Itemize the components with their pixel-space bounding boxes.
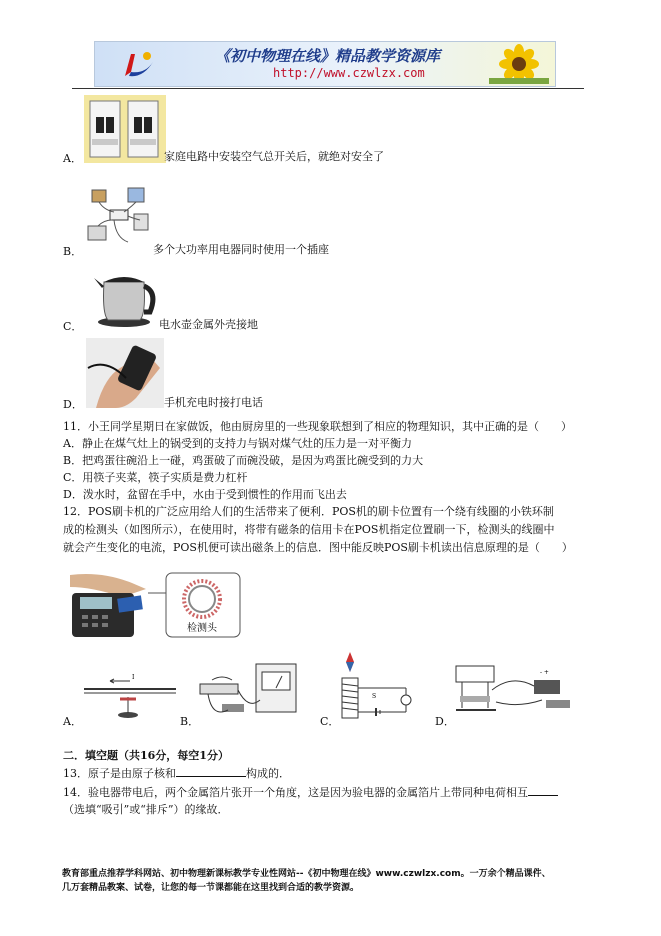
section-2-title: 二．填空题（共16分，每空1分） bbox=[63, 749, 229, 762]
option-d-letter: D． bbox=[63, 398, 83, 411]
q11-stem: 11．小王同学星期日在家做饭，他由厨房里的一些现象联想到了相应的物理知识，其中正确的是（ ） bbox=[63, 420, 572, 433]
q14-text-b: （选填“吸引”或“排斥”）的缘故． bbox=[63, 803, 229, 816]
footer-line-2: 几万套精品教案、试卷，让您的每一节课都能在这里找到合适的教学资源。 bbox=[62, 883, 360, 893]
electric-kettle-image bbox=[88, 262, 160, 330]
circuit-breaker-image bbox=[84, 95, 166, 163]
option-a-text: 家庭电路中安装空气总开关后，就绝对安全了 bbox=[164, 150, 384, 163]
header-banner bbox=[94, 41, 556, 87]
footer-line-1: 教育部重点推荐学科网站、初中物理新课标教学专业性网站--《初中物理在线》www.czwlzx.com。一万余个精品课件、 bbox=[62, 869, 551, 879]
sunflower-icon bbox=[489, 44, 549, 84]
q13 bbox=[63, 766, 290, 781]
q13-text-a: 13．原子是由原子核和 bbox=[63, 767, 176, 780]
q14-blank[interactable] bbox=[528, 785, 558, 796]
choice-b-figure bbox=[198, 660, 308, 724]
q11-option-b: B．把鸡蛋往碗沿上一碰，鸡蛋破了而碗没破，是因为鸡蛋比碗受到的力大 bbox=[63, 454, 424, 467]
q12-line-2: 成的检测头（如图所示），在使用时，将带有磁条的信用卡在POS机指定位置刷一下，检测头的线圈中 bbox=[63, 523, 555, 536]
q11-option-a: A．静止在煤气灶上的锅受到的支持力与锅对煤气灶的压力是一对平衡力 bbox=[63, 437, 412, 450]
choice-a-letter[interactable]: A． bbox=[63, 715, 82, 728]
q12-line-3: 就会产生变化的电流，POS机便可读出磁条上的信息．图中能反映POS刷卡机读出信息原理的是（ ） bbox=[63, 541, 573, 554]
header-url[interactable]: http://www.czwlzx.com bbox=[273, 66, 425, 80]
detector-label: 检测头 bbox=[187, 623, 217, 634]
phone-charging-image bbox=[86, 338, 164, 408]
header-title: 《初中物理在线》精品教学资源库 bbox=[215, 47, 441, 65]
svg-text:S: S bbox=[372, 693, 377, 700]
q14-line-1 bbox=[63, 785, 558, 800]
choice-b-letter[interactable]: B． bbox=[180, 715, 200, 728]
choice-c-figure bbox=[336, 648, 426, 724]
choice-d-figure bbox=[452, 660, 582, 722]
option-d-text: 手机充电时接打电话 bbox=[164, 396, 263, 409]
q11-option-d: D．泼水时，盆留在手中，水由于受到惯性的作用而飞出去 bbox=[63, 488, 347, 501]
option-a-letter: A． bbox=[63, 152, 82, 165]
q12-line-1: 12．POS刷卡机的广泛应用给人们的生活带来了便利．POS机的刷卡位置有一个绕有线圈的小铁环制 bbox=[63, 505, 554, 518]
q13-text-b: 构成的． bbox=[246, 767, 290, 780]
q11-option-c: C．用筷子夹菜，筷子实质是费力杠杆 bbox=[63, 471, 248, 484]
option-c-letter: C． bbox=[63, 320, 83, 333]
overloaded-socket-image bbox=[84, 180, 156, 252]
choice-c-letter[interactable]: C． bbox=[320, 715, 340, 728]
q13-blank[interactable] bbox=[176, 766, 246, 777]
header-rule bbox=[72, 88, 584, 89]
option-b-letter: B． bbox=[63, 245, 83, 258]
option-c-text: 电水壶金属外壳接地 bbox=[159, 318, 258, 331]
svg-text:- +: - + bbox=[540, 669, 549, 676]
choice-a-figure bbox=[80, 667, 180, 725]
svg-text:I: I bbox=[132, 674, 135, 681]
logo-icon bbox=[117, 48, 157, 80]
option-b-text: 多个大功率用电器同时使用一个插座 bbox=[153, 243, 329, 256]
q14-text-a: 14．验电器带电后，两个金属箔片张开一个角度，这是因为验电器的金属箔片上带同种电荷相互 bbox=[63, 786, 528, 799]
choice-d-letter[interactable]: D． bbox=[435, 715, 455, 728]
